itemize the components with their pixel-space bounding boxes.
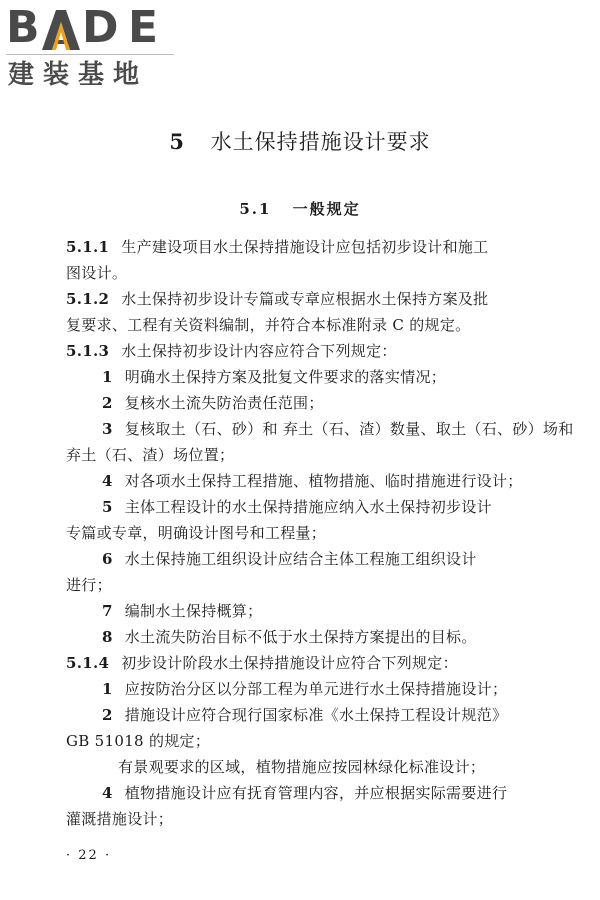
line-text: 水土保持初步设计专篇或专章应根据水土保持方案及批: [121, 290, 489, 308]
item-number: 6: [102, 550, 113, 568]
line-text: 弃土（石、渣）场位置；: [66, 446, 235, 464]
text-line: [66, 390, 556, 416]
line-text: 水土保持施工组织设计应结合主体工程施工组织设计: [124, 550, 477, 568]
line-text: 专篇或专章，明确设计图号和工程量；: [66, 524, 327, 542]
logo-wordmark: [6, 4, 174, 52]
logo-letter-d: D: [82, 2, 119, 53]
item-number: 7: [102, 602, 113, 620]
logo-subtitle: 建装基地: [8, 60, 149, 90]
text-line: [66, 650, 556, 676]
logo-letter-b: B: [6, 2, 40, 53]
text-line: [66, 260, 556, 286]
line-text: 有景观要求的区域，植物措施应按园林绿化标准设计；: [118, 758, 486, 776]
clause-number: 5.1.4: [66, 654, 110, 672]
document-body: [66, 234, 574, 832]
line-text: 生产建设项目水土保持措施设计应包括初步设计和施工: [121, 238, 489, 256]
chapter-title-text: 水土保持措施设计要求: [210, 130, 431, 154]
line-text: 主体工程设计的水土保持措施应纳入水土保持初步设计: [124, 498, 492, 516]
line-text: 复要求、工程有关资料编制，并符合本标准附录 C 的规定。: [66, 316, 471, 334]
item-number: 2: [102, 706, 113, 724]
section-title: [0, 198, 600, 219]
item-number: 3: [102, 420, 113, 438]
line-text: 复核取土（石、砂）和 弃土（石、渣）数量、取土（石、砂）场和: [124, 420, 574, 438]
line-text: 水土流失防治目标不低于水土保持方案提出的目标。: [124, 628, 477, 646]
text-line: [66, 312, 556, 338]
logo-letter-e: E: [128, 2, 159, 53]
line-text: 对各项水土保持工程措施、植物措施、临时措施进行设计；: [124, 472, 523, 490]
line-text: 应按防治分区以分部工程为单元进行水土保持措施设计；: [124, 680, 508, 698]
chapter-number: 5: [169, 129, 185, 154]
logo-divider: [6, 54, 174, 55]
text-line: [66, 286, 556, 312]
text-line: [66, 338, 556, 364]
text-line: [66, 234, 556, 260]
clause-number: 5.1.1: [66, 238, 110, 256]
line-text: 明确水土保持方案及批复文件要求的落实情况；: [124, 368, 447, 386]
text-line: [66, 806, 556, 832]
item-number: 5: [102, 498, 113, 516]
line-text: 进行；: [66, 576, 112, 594]
text-line: [66, 728, 556, 754]
line-text: 措施设计应符合现行国家标准《水土保持工程设计规范》: [124, 706, 508, 724]
text-line: [66, 572, 556, 598]
line-text: 初步设计阶段水土保持措施设计应符合下列规定：: [121, 654, 458, 672]
line-text: 图设计。: [66, 264, 128, 282]
text-line: [66, 442, 556, 468]
text-line: [66, 416, 574, 442]
item-number: 4: [102, 472, 113, 490]
text-line: [66, 676, 556, 702]
page-number: · 22 ·: [66, 848, 112, 863]
item-number: 8: [102, 628, 113, 646]
text-line: [66, 494, 556, 520]
text-line: [66, 780, 556, 806]
logo-a-shape: [42, 10, 80, 50]
text-line: [66, 520, 556, 546]
text-line: [66, 364, 556, 390]
text-line: [66, 624, 556, 650]
line-text: 编制水土保持概算；: [124, 602, 263, 620]
text-line: [66, 468, 556, 494]
clause-number: 5.1.2: [66, 290, 110, 308]
item-number: 1: [102, 680, 113, 698]
line-text: 复核水土流失防治责任范围；: [124, 394, 324, 412]
item-number: 1: [102, 368, 113, 386]
clause-number: 5.1.3: [66, 342, 110, 360]
item-number: 4: [102, 784, 113, 802]
line-text: 植物措施设计应有抚育管理内容，并应根据实际需要进行: [124, 784, 508, 802]
line-text: 灌溉措施设计；: [66, 810, 174, 828]
section-title-text: 一般规定: [292, 200, 361, 218]
line-text: 水土保持初步设计内容应符合下列规定：: [121, 342, 397, 360]
bade-logo: [6, 4, 178, 92]
line-text: GB 51018 的规定；: [66, 732, 211, 750]
text-line: [66, 702, 556, 728]
text-line: [66, 598, 556, 624]
text-line: [66, 754, 556, 780]
text-line: [66, 546, 556, 572]
item-number: 2: [102, 394, 113, 412]
section-number: 5.1: [239, 200, 272, 218]
chapter-title: [0, 126, 600, 156]
